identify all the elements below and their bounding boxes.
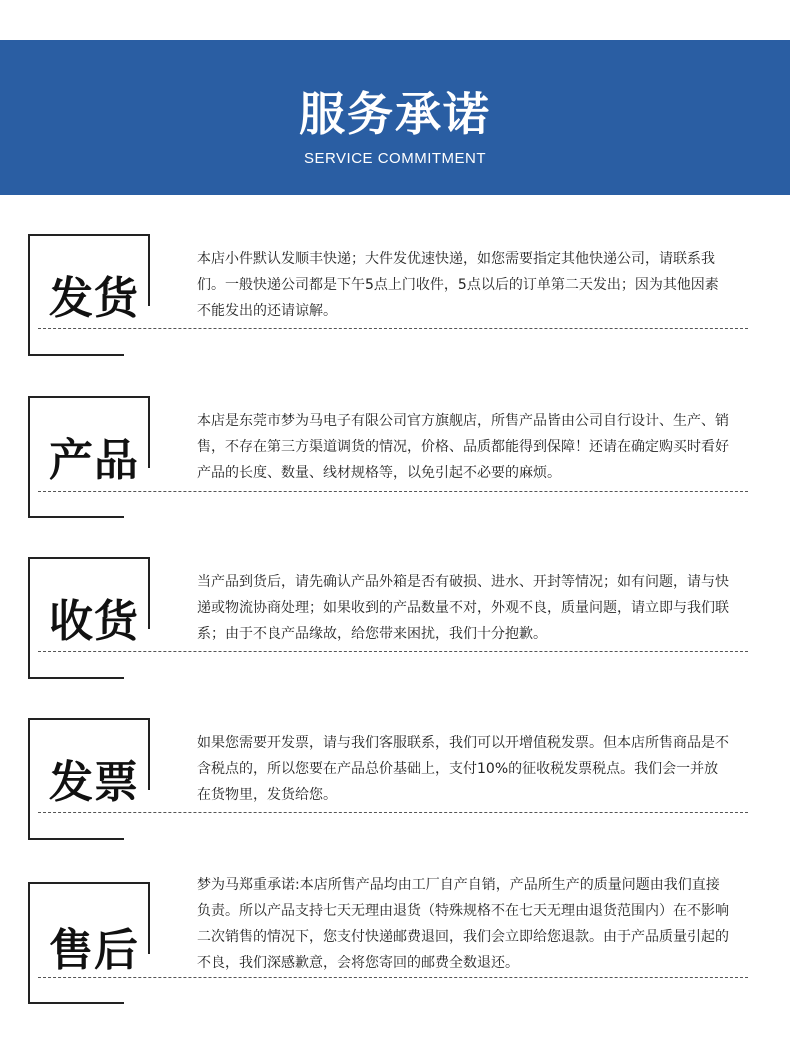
frame-line: [28, 677, 124, 679]
section-label: 产品: [49, 435, 139, 486]
section-label: 发货: [49, 273, 139, 324]
header-banner: [0, 40, 790, 195]
section-label: 发票: [49, 757, 139, 808]
page-title: 服务承诺: [299, 87, 491, 141]
frame-line: [28, 557, 150, 559]
frame-line: [28, 882, 150, 884]
frame-line: [28, 516, 124, 518]
section-text: 如果您需要开发票，请与我们客服联系，我们可以开增值税发票。但本店所售商品是不含税点的，所以您要在产品总价基础上，支付10%的征收税发票税点。我们会一并放在货物里，发货给您。: [197, 735, 729, 803]
dashed-divider: [38, 651, 748, 652]
dashed-divider: [38, 328, 748, 329]
section-text: 梦为马郑重承诺:本店所售产品均由工厂自产自销，产品所生产的质量问题由我们直接负责。所以产品支持七天无理由退货（特殊规格不在七天无理由退货范围内）在不影响二次销售的情况下，您支付快递邮费退回，我们会立即给您退款。由于产品质量引起的不良，我们深感歉意，会将您寄回的邮费全数退还。: [197, 877, 729, 971]
section-text: 本店是东莞市梦为马电子有限公司官方旗舰店，所售产品皆由公司自行设计、生产、销售，不存在第三方渠道调货的情况，价格、品质都能得到保障！还请在确定购买时看好产品的长度、数量、线材规格等，以免引起不必要的麻烦。: [197, 413, 729, 481]
dashed-divider: [38, 977, 748, 978]
frame-line: [28, 396, 150, 398]
section-receiving: [0, 557, 790, 682]
page-subtitle: SERVICE COMMITMENT: [303, 150, 487, 167]
frame-line: [28, 354, 124, 356]
section-text: 当产品到货后，请先确认产品外箱是否有破损、进水、开封等情况；如有问题，请与快递或物流协商处理；如果收到的产品数量不对，外观不良，质量问题，请立即与我们联系；由于不良产品缘故，给您带来困扰，我们十分抱歉。: [197, 574, 729, 642]
frame-line: [28, 718, 150, 720]
frame-line: [28, 838, 124, 840]
section-label: 收货: [49, 596, 139, 647]
section-label: 售后: [49, 925, 139, 976]
frame-line: [28, 1002, 124, 1004]
section-invoice: [0, 718, 790, 843]
dashed-divider: [38, 491, 748, 492]
dashed-divider: [38, 812, 748, 813]
section-product: [0, 396, 790, 521]
section-shipping: [0, 234, 790, 359]
frame-line: [28, 234, 150, 236]
section-text: 本店小件默认发顺丰快递；大件发优速快递，如您需要指定其他快递公司，请联系我们。一般快递公司都是下午5点上门收件，5点以后的订单第二天发出；因为其他因素不能发出的还请谅解。: [197, 251, 719, 319]
section-after-sales: [0, 877, 790, 1007]
